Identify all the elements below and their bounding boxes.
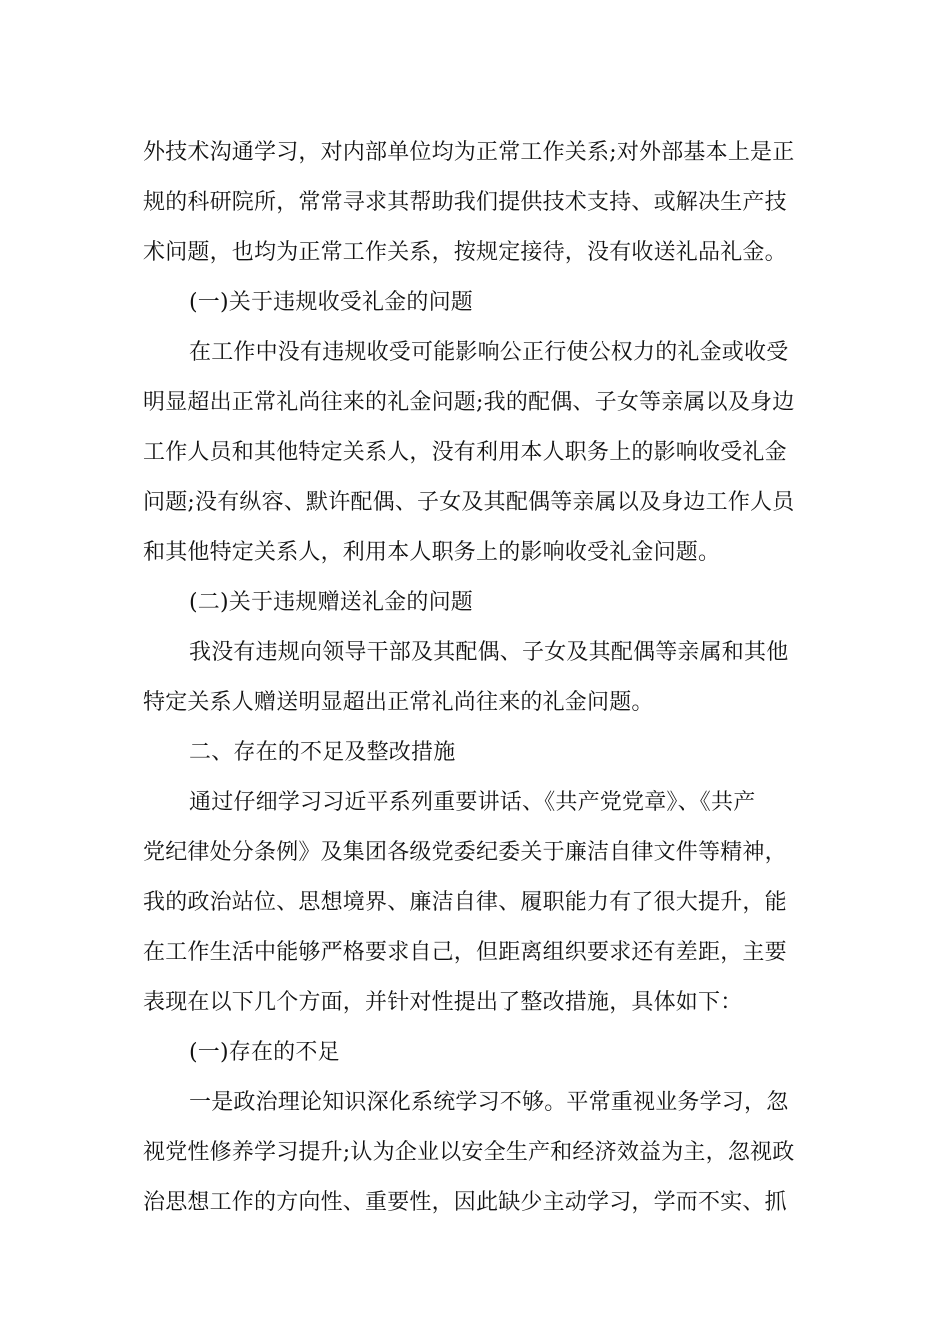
text-line: 术问题，也均为正常工作关系，按规定接待，没有收送礼品礼金。 <box>143 240 787 265</box>
paragraph-start-line: 通过仔细学习习近平系列重要讲话、《共产党党章》、《共产 <box>189 790 756 815</box>
text-line: 外技术沟通学习，对内部单位均为正常工作关系;对外部基本上是正 <box>143 140 795 165</box>
section-heading: (二)关于违规赠送礼金的问题 <box>189 590 473 615</box>
text-line: 治思想工作的方向性、重要性，因此缺少主动学习，学而不实、抓 <box>143 1190 787 1215</box>
text-line: 在工作生活中能够严格要求自己，但距离组织要求还有差距，主要 <box>143 940 787 965</box>
text-line: 特定关系人赠送明显超出正常礼尚往来的礼金问题。 <box>143 690 654 715</box>
section-heading: (一)存在的不足 <box>189 1040 340 1065</box>
section-heading: 二、存在的不足及整改措施 <box>189 740 456 765</box>
text-line: 规的科研院所，常常寻求其帮助我们提供技术支持、或解决生产技 <box>143 190 787 215</box>
text-line: 工作人员和其他特定关系人，没有利用本人职务上的影响收受礼金 <box>143 440 787 465</box>
paragraph-start-line: 我没有违规向领导干部及其配偶、子女及其配偶等亲属和其他 <box>189 640 789 665</box>
text-line: 我的政治站位、思想境界、廉洁自律、履职能力有了很大提升，能 <box>143 890 787 915</box>
paragraph-start-line: 一是政治理论知识深化系统学习不够。平常重视业务学习，忽 <box>189 1090 789 1115</box>
text-line: 明显超出正常礼尚往来的礼金问题;我的配偶、子女等亲属以及身边 <box>143 390 795 415</box>
text-line: 党纪律处分条例》及集团各级党委纪委关于廉洁自律文件等精神， <box>143 840 787 865</box>
section-heading: (一)关于违规收受礼金的问题 <box>189 290 473 315</box>
text-line: 视党性修养学习提升;认为企业以安全生产和经济效益为主，忽视政 <box>143 1140 795 1165</box>
text-line: 表现在以下几个方面，并针对性提出了整改措施，具体如下： <box>143 990 743 1015</box>
paragraph-start-line: 在工作中没有违规收受可能影响公正行使公权力的礼金或收受 <box>189 340 789 365</box>
text-line: 问题;没有纵容、默许配偶、子女及其配偶等亲属以及身边工作人员 <box>143 490 795 515</box>
text-line: 和其他特定关系人，利用本人职务上的影响收受礼金问题。 <box>143 540 721 565</box>
document-body <box>143 128 807 1228</box>
